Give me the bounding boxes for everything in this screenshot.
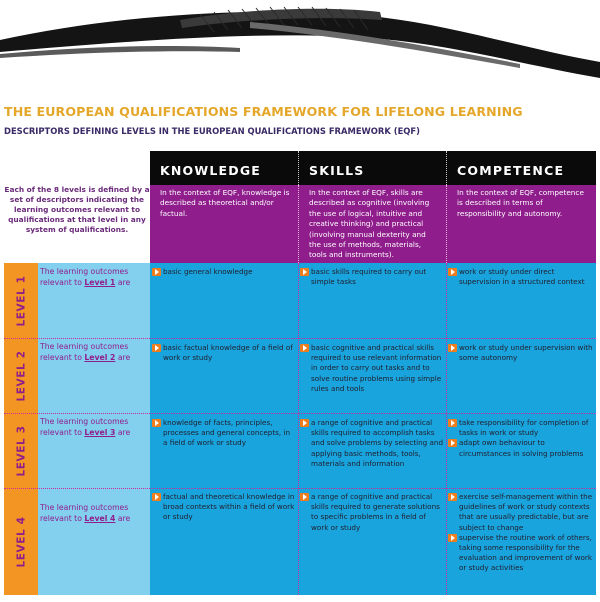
level-4-link[interactable]: Level 4 — [84, 514, 116, 523]
level-3-knowledge: knowledge of facts, principles, processes and general concepts, in a field of work or study — [152, 418, 296, 449]
arrow-bullet-icon — [448, 419, 457, 427]
level-2-skills: basic cognitive and practical skills required to use relevant information in order to carry out tasks and to solve routine problems using simple rules and tools — [300, 343, 444, 394]
arrow-bullet-icon — [448, 439, 457, 447]
arrow-bullet-icon — [448, 344, 457, 352]
level-1-link[interactable]: Level 1 — [84, 278, 116, 287]
arrow-bullet-icon — [152, 344, 161, 352]
row-divider — [4, 338, 596, 339]
description-skills: In the context of EQF, skills are described as cognitive (involving the use of logical, intuitive and creative thinking) and practical (involving manual dexterity and the use of methods, materials, tools and instruments). — [298, 185, 446, 263]
arrow-bullet-icon — [300, 344, 309, 352]
level-3-link[interactable]: Level 3 — [84, 428, 116, 437]
page-subtitle: DESCRIPTORS DEFINING LEVELS IN THE EUROPEAN QUALIFICATIONS FRAMEWORK (EQF) — [4, 126, 420, 136]
level-2-knowledge: basic factual knowledge of a field of work or study — [152, 343, 296, 363]
arrow-bullet-icon — [300, 268, 309, 276]
page-title: THE EUROPEAN QUALIFICATIONS FRAMEWORK FOR LIFELONG LEARNING — [4, 104, 523, 119]
description-competence: In the context of EQF, competence is described in terms of responsibility and autonomy. — [446, 185, 596, 263]
level-2-competence: work or study under supervision with some autonomy — [448, 343, 594, 363]
column-divider — [298, 263, 299, 595]
level-3-skills: a range of cognitive and practical skills required to accomplish tasks and solve problems by selecting and applying basic methods, tools, materials and information — [300, 418, 444, 469]
level-3-outcome: The learning outcomes relevant to Level 3 are — [40, 417, 131, 437]
bridge-photo — [0, 0, 600, 92]
column-divider — [446, 263, 447, 595]
description-knowledge: In the context of EQF, knowledge is described as theoretical and/or factual. — [150, 185, 298, 263]
arrow-bullet-icon — [300, 419, 309, 427]
arrow-bullet-icon — [152, 493, 161, 501]
level-1-competence: work or study under direct supervision in a structured context — [448, 267, 594, 287]
header-skills: SKILLS — [298, 151, 446, 185]
level-3-competence: take responsibility for completion of tasks in work or study adapt own behaviour to circumstances in solving problems — [448, 418, 594, 459]
arrow-bullet-icon — [448, 493, 457, 501]
arrow-bullet-icon — [448, 534, 457, 542]
arrow-bullet-icon — [300, 493, 309, 501]
level-1-label: LEVEL 1 — [15, 274, 28, 327]
level-2-link[interactable]: Level 2 — [84, 353, 116, 362]
header-knowledge: KNOWLEDGE — [150, 151, 298, 185]
arrow-bullet-icon — [448, 268, 457, 276]
arrow-bullet-icon — [152, 268, 161, 276]
level-2-label: LEVEL 2 — [15, 349, 28, 402]
intro-text: Each of the 8 levels is defined by a set of descriptors indicating the learning outcomes relevant to qualifications at that level in any system of qualifications. — [4, 185, 150, 234]
row-divider — [4, 488, 596, 489]
arrow-bullet-icon — [152, 419, 161, 427]
level-4-outcome: The learning outcomes relevant to Level 4 are — [40, 503, 131, 523]
level-4-competence: exercise self-management within the guidelines of work or study contexts that are usually predictable, but are subject to change supervise the routine work of others, taking some responsibility for the evaluation and improvement of work or study activities — [448, 492, 594, 574]
level-2-outcome: The learning outcomes relevant to Level 2 are — [40, 342, 131, 362]
level-4-label: LEVEL 4 — [15, 515, 28, 568]
level-4-skills: a range of cognitive and practical skills required to generate solutions to specific problems in a field of work or study — [300, 492, 444, 533]
level-1-outcome: The learning outcomes relevant to Level 1 are — [40, 267, 131, 287]
level-1-skills: basic skills required to carry out simple tasks — [300, 267, 444, 287]
level-1-knowledge: basic general knowledge — [152, 267, 296, 277]
row-divider — [4, 413, 596, 414]
header-competence: COMPETENCE — [446, 151, 596, 185]
level-3-label: LEVEL 3 — [15, 424, 28, 477]
level-4-knowledge: factual and theoretical knowledge in broad contexts within a field of work or study — [152, 492, 296, 523]
